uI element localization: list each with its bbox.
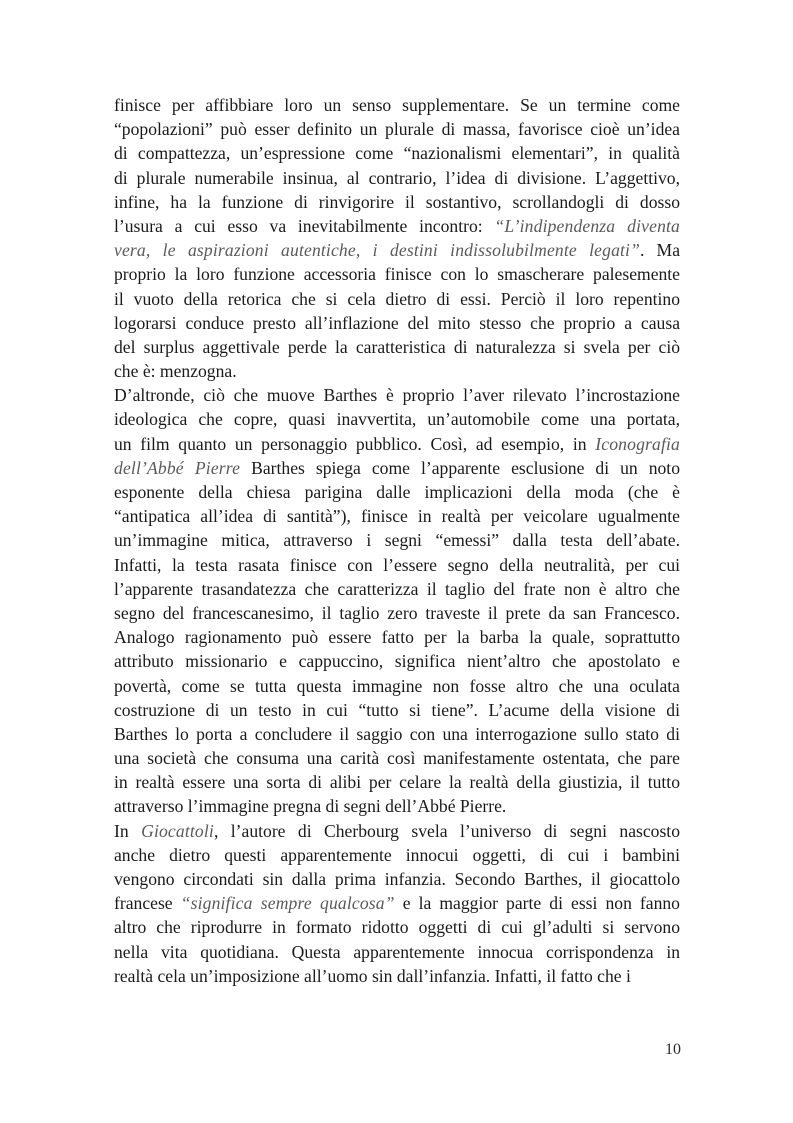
text-span: . Ma (640, 240, 680, 261)
text-line (114, 625, 680, 649)
text-span: Barthes lo porta a concludere il saggio con una interrogazione sullo stato di (114, 723, 680, 744)
italic-text: “significa sempre qualcosa” (180, 893, 395, 914)
text-line (114, 794, 680, 818)
text-span: “antipatica all’idea di santità”), finisce in realtà per veicolare ugualmente (114, 506, 680, 527)
text-span: logorarsi conduce presto all’inflazione del mito stesso che proprio a causa (114, 312, 680, 333)
paragraph (114, 383, 680, 818)
text-line (114, 770, 680, 794)
document-page (114, 93, 680, 988)
text-span: Infatti, la testa rasata finisce con l’essere segno della neutralità, per cui (114, 554, 680, 575)
text-span: il vuoto della retorica che si cela dietro di essi. Perciò il loro repentino (114, 288, 680, 309)
text-line (114, 674, 680, 698)
text-line (114, 359, 680, 383)
text-span: un film quanto un personaggio pubblico. Così, ad esempio, in (114, 433, 596, 454)
paragraph (114, 93, 680, 383)
text-span: povertà, come se tutta questa immagine non fosse altro che una oculata (114, 675, 680, 696)
text-line (114, 238, 680, 262)
page-number: 10 (665, 1041, 681, 1058)
text-line (114, 117, 680, 141)
body-text (114, 93, 680, 988)
text-line (114, 553, 680, 577)
text-span: Barthes spiega come l’apparente esclusione di un noto (240, 457, 680, 478)
text-span: proprio la loro funzione accessoria finisce con lo smascherare palesemente (114, 264, 680, 285)
text-span: l’usura a cui esso va inevitabilmente incontro: (114, 215, 495, 236)
text-line (114, 456, 680, 480)
text-line (114, 480, 680, 504)
text-line (114, 504, 680, 528)
text-span: attraverso l’immagine pregna di segni dell’Abbé Pierre. (114, 796, 507, 817)
text-span: Analogo ragionamento può essere fatto per la barba la quale, soprattutto (114, 627, 680, 648)
text-line (114, 262, 680, 286)
text-span: ideologica che copre, quasi inavvertita, un’automobile come una portata, (114, 409, 680, 430)
text-span: altro che riprodurre in formato ridotto oggetti di cui gl’adulti si servono (114, 917, 680, 938)
text-line (114, 601, 680, 625)
text-span: che è: menzogna. (114, 361, 237, 382)
text-span: In (114, 820, 142, 841)
text-span: una società che consuma una carità così manifestamente ostentata, che pare (114, 748, 680, 769)
paragraph (114, 819, 680, 988)
text-span: nella vita quotidiana. Questa apparentemente innocua corrispondenza in (114, 941, 680, 962)
text-line (114, 287, 680, 311)
text-span: un’immagine mitica, attraverso i segni “emessi” dalla testa dell’abate. (114, 530, 680, 551)
text-line (114, 190, 680, 214)
text-line (114, 166, 680, 190)
text-span: costruzione di un testo in cui “tutto si tiene”. L’acume della visione di (114, 699, 680, 720)
text-span: vengono circondati sin dalla prima infanzia. Secondo Barthes, il giocattolo (114, 869, 680, 889)
text-line (114, 311, 680, 335)
text-line (114, 214, 680, 238)
text-line (114, 698, 680, 722)
text-line (114, 649, 680, 673)
text-line (114, 891, 680, 915)
italic-text: vera, le aspirazioni autentiche, i destini indissolubilmente legati” (114, 240, 641, 261)
text-line (114, 383, 680, 407)
text-line (114, 819, 680, 843)
text-line (114, 915, 680, 939)
text-span: segno del francescanesimo, il taglio zero traveste il prete da san Francesco. (114, 602, 680, 623)
text-line (114, 93, 680, 117)
text-line (114, 432, 680, 456)
text-line (114, 335, 680, 359)
text-line (114, 843, 680, 867)
text-span: in realtà essere una sorta di alibi per celare la realtà della giustizia, il tutto (114, 772, 680, 793)
text-span: di plurale numerabile insinua, al contrario, l’idea di divisione. L’aggettivo, (114, 167, 680, 188)
text-span: francese (114, 893, 181, 914)
text-line (114, 964, 680, 988)
text-line (114, 746, 680, 770)
italic-text: dell’Abbé Pierre (114, 457, 241, 478)
text-line (114, 577, 680, 601)
text-span: “popolazioni” può esser definito un plurale di massa, favorisce cioè un’idea (114, 119, 680, 140)
text-span: del surplus aggettivale perde la caratteristica di naturalezza si svela per ciò (114, 336, 680, 357)
text-span: finisce per affibbiare loro un senso supplementare. Se un termine come (114, 95, 680, 115)
text-line (114, 528, 680, 552)
text-line (114, 407, 680, 431)
text-line (114, 867, 680, 891)
text-span: , l’autore di Cherbourg svela l’universo di segni nascosto (213, 820, 680, 841)
text-span: esponente della chiesa parigina dalle implicazioni della moda (che è (114, 482, 680, 502)
italic-text: “L’indipendenza diventa (494, 215, 681, 236)
text-line (114, 940, 680, 964)
text-span: realtà cela un’imposizione all’uomo sin dall’infanzia. Infatti, il fatto che i (114, 965, 631, 986)
text-line (114, 722, 680, 746)
text-span: anche dietro questi apparentemente innocui oggetti, di cui i bambini (114, 844, 680, 865)
text-line (114, 141, 680, 165)
text-span: D’altronde, ciò che muove Barthes è proprio l’aver rilevato l’incrostazione (114, 385, 680, 406)
text-span: e la maggior parte di essi non fanno (394, 893, 680, 914)
text-span: attributo missionario e cappuccino, significa nient’altro che apostolato e (114, 651, 680, 672)
text-span: di compattezza, un’espressione come “nazionalismi elementari”, in qualità (114, 143, 680, 164)
text-span: l’apparente trasandatezza che caratterizza il taglio del frate non è altro che (114, 578, 680, 599)
italic-text: Iconografia (595, 433, 680, 454)
text-span: infine, ha la funzione di rinvigorire il sostantivo, scrollandogli di dosso (114, 191, 680, 212)
italic-text: Giocattoli (141, 820, 214, 841)
